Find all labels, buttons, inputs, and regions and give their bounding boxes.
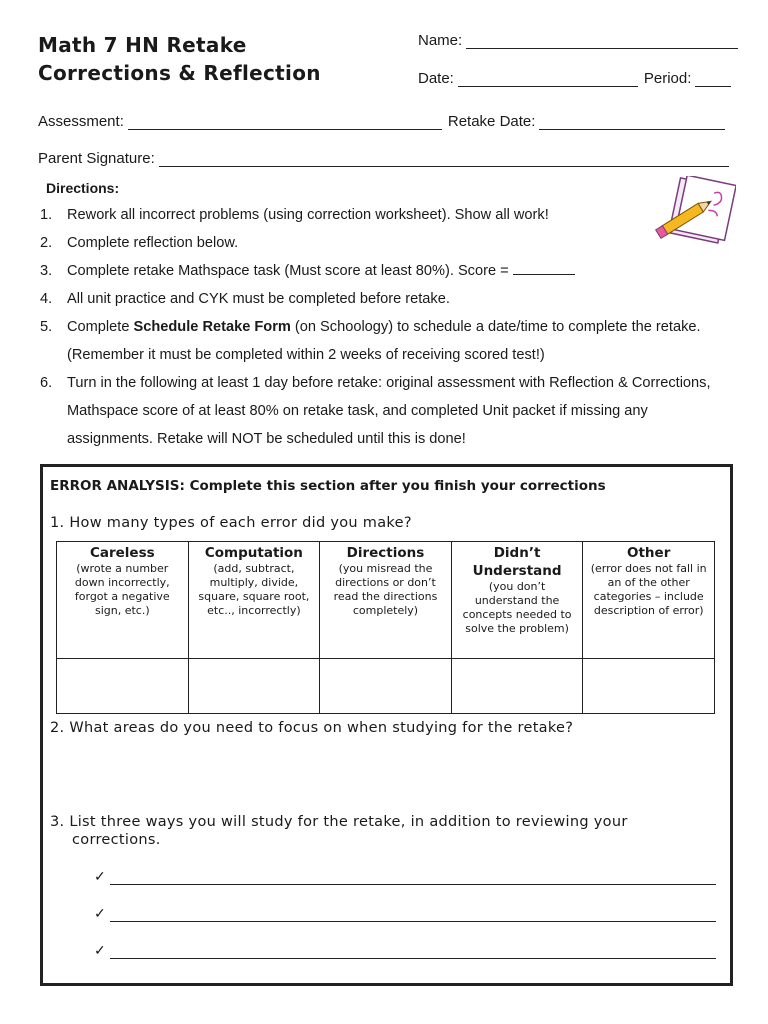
column-other: Other (error does not fall in an of the other categories – include description of error) (583, 542, 715, 659)
column-directions: Directions (you misread the directions or don’t read the directions completely) (320, 542, 452, 659)
column-didnt-understand: Didn’t Understand (you don’t understand the concepts needed to solve the problem) (451, 542, 583, 659)
period-label: Period: (643, 70, 692, 87)
answer-line[interactable] (110, 946, 716, 959)
date-line[interactable] (458, 72, 638, 87)
error-analysis-title: ERROR ANALYSIS: Complete this section after you finish your corrections (50, 478, 606, 494)
schedule-retake-form-label: Schedule Retake Form (133, 319, 291, 335)
directions-heading: Directions: (46, 180, 120, 196)
name-line[interactable] (466, 34, 738, 49)
score-line[interactable] (513, 262, 575, 275)
column-computation: Computation (add, subtract, multiply, divide, square, square root, etc.., incorrectly) (188, 542, 320, 659)
check-mark-icon: ✓ (94, 868, 106, 884)
answer-line[interactable] (110, 909, 716, 922)
direction-item: 1. Rework all incorrect problems (using correction worksheet). Show all work! (40, 207, 549, 223)
check-mark-icon: ✓ (94, 905, 106, 921)
check-mark-icon: ✓ (94, 942, 106, 958)
directions-count-cell[interactable] (320, 659, 452, 714)
retake-date-line[interactable] (539, 115, 725, 130)
question-3-line2: corrections. (72, 832, 161, 848)
other-count-cell[interactable] (583, 659, 715, 714)
direction-item: 3. Complete retake Mathspace task (Must score at least 80%). Score = (40, 257, 712, 285)
retake-date-label: Retake Date: (447, 113, 536, 130)
parent-signature-line[interactable] (159, 152, 729, 167)
directions-list (40, 201, 712, 453)
careless-count-cell[interactable] (57, 659, 189, 714)
column-careless: Careless (wrote a number down incorrectly, forgot a negative sign, etc.) (57, 542, 189, 659)
error-type-table (56, 541, 715, 714)
question-3-line1: 3. List three ways you will study for the retake, in addition to reviewing your (50, 814, 628, 830)
computation-count-cell[interactable] (188, 659, 320, 714)
parent-signature-label: Parent Signature: (38, 150, 155, 167)
didnt-understand-count-cell[interactable] (451, 659, 583, 714)
page-title-line2: Corrections & Reflection (38, 61, 321, 85)
name-label: Name: (418, 32, 463, 49)
question-1: 1. How many types of each error did you make? (50, 515, 412, 531)
direction-item: 2. Complete reflection below. (40, 235, 239, 251)
parent-signature-field[interactable] (38, 150, 729, 167)
period-line[interactable] (695, 72, 731, 87)
assessment-line[interactable] (128, 115, 442, 130)
page-title-line1: Math 7 HN Retake (38, 33, 247, 57)
study-way-3[interactable] (94, 942, 716, 959)
question-2: 2. What areas do you need to focus on when studying for the retake? (50, 720, 574, 736)
name-field[interactable] (418, 32, 738, 49)
direction-item: 6. Turn in the following at least 1 day before retake: original assessment with Reflection & Corrections, Mathspace score of at least 80% on retake task, and completed Unit packet if missing any assignments. Retake will NOT be scheduled until this is done! (40, 375, 711, 447)
answer-line[interactable] (110, 872, 716, 885)
date-label: Date: (418, 70, 454, 87)
assessment-label: Assessment: (38, 113, 124, 130)
study-way-1[interactable] (94, 868, 716, 885)
study-way-2[interactable] (94, 905, 716, 922)
direction-item: 4. All unit practice and CYK must be completed before retake. (40, 291, 450, 307)
date-field[interactable] (418, 70, 731, 87)
assessment-field[interactable] (38, 113, 725, 130)
direction-item: 5. Complete Schedule Retake Form (on Schoology) to schedule a date/time to complete the retake. (Remember it must be completed within 2 weeks of receiving scored test!) (40, 319, 701, 363)
